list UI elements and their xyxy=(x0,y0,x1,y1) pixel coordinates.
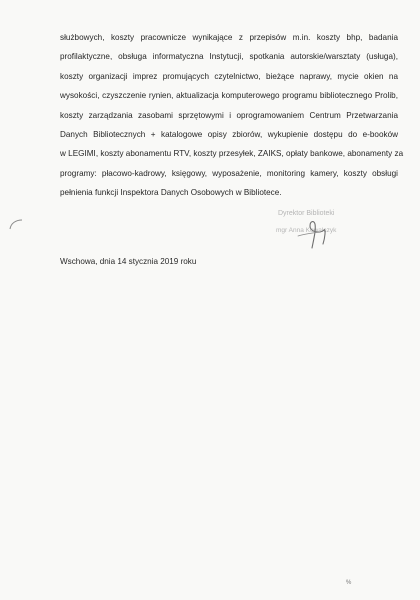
body-line: pełnienia funkcji Inspektora Danych Osobowych w Bibliotece. xyxy=(60,188,282,198)
document-body xyxy=(60,28,404,203)
handwritten-signature xyxy=(268,208,360,252)
date-line: Wschowa, dnia 14 stycznia 2019 roku xyxy=(60,257,197,266)
stamp-name: Dyrektor Biblioteki xyxy=(278,210,335,217)
body-line: w LEGIMI, koszty abonamentu RTV, koszty przesyłek, ZAIKS, opłaty bankowe, abonamenty za xyxy=(60,149,404,159)
body-line: Danych Bibliotecznych + katalogowe opisy zbiorów, wykupienie dostępu do e-booków xyxy=(60,130,398,140)
body-line: służbowych, koszty pracownicze wynikające z przepisów m.in. koszty bhp, badania xyxy=(60,33,398,42)
corner-mark: % xyxy=(346,580,352,586)
body-line: profilaktyczne, obsługa informatyczna Instytucji, spotkania autorskie/warsztaty (usługa), xyxy=(60,52,398,62)
body-line: wysokości, czyszczenie rynien, aktualizacja komputerowego programu bibliotecznego Prolib, xyxy=(60,91,398,101)
stamp-role: mgr Anna Kowalczyk xyxy=(276,227,337,234)
body-line: koszty zarządzania zasobami sprzętowymi i oprogramowaniem Centrum Przetwarzania xyxy=(60,110,398,120)
punch-hole-mark xyxy=(8,218,24,230)
signature-stamp xyxy=(268,208,360,252)
body-line: programy: płacowo-kadrowy, księgowy, wyposażenie, monitoring kamery, koszty obsługi xyxy=(60,168,398,178)
body-line: koszty organizacji imprez promujących czytelnictwo, bieżące naprawy, mycie okien na xyxy=(60,71,398,81)
